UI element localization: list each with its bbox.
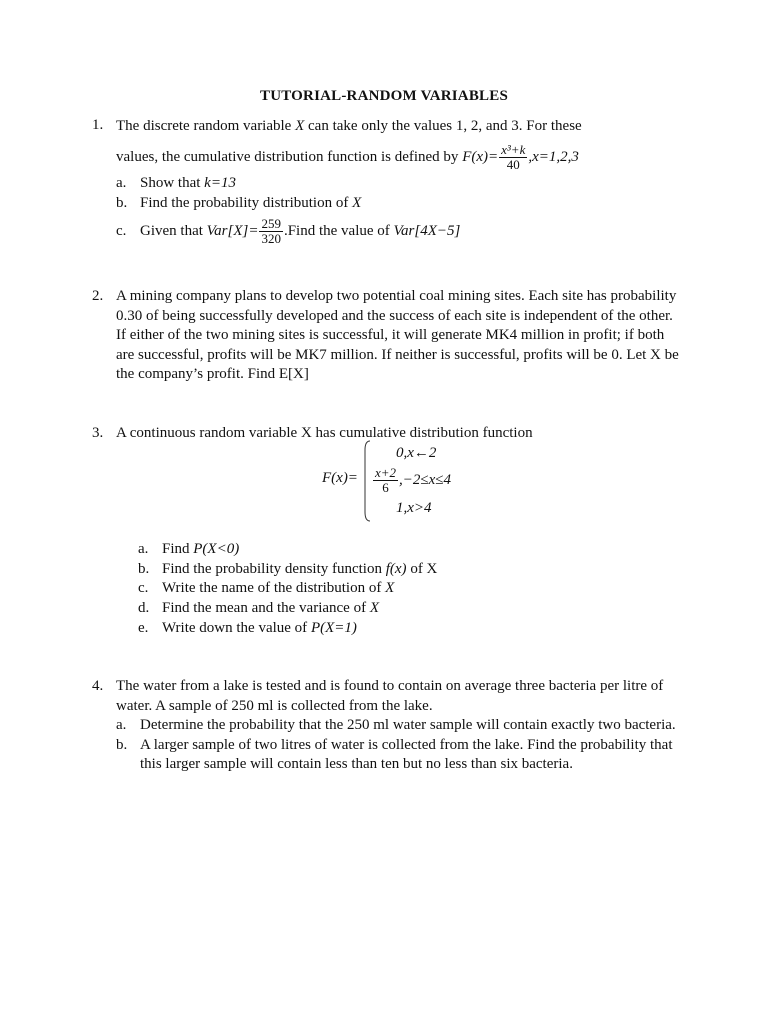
piecewise-row-2: $\frac{x+2}{6}$ ,−2≤x≤4 [375, 465, 452, 495]
list-item: c. Given that Var[X]= $\frac{259}{320}$ .Find the value of Var[4X−5] [116, 216, 461, 247]
page-title: TUTORIAL-RANDOM VARIABLES [260, 88, 508, 104]
question-number: 3. [92, 425, 104, 441]
cdf-fraction: $\frac{\text{x³+k}}{40}$ [501, 142, 526, 173]
list-item: a. Show that k=13 [116, 175, 236, 191]
question-4-text: The water from a lake is tested and is found to contain on average three bacteria per litre of water. A sample of 250 ml is collected from the lake. [116, 678, 664, 714]
question-number: 1. [92, 117, 104, 133]
document-page: TUTORIAL-RANDOM VARIABLES 1. The discrete random variable X can take only the values 1, 2, and 3. For these values, the cumulative distribution function is defined by F(x)= $\frac{\text{x³+k}}{40}$ ,x=1,2,3 a. Show that k=13 b. Find the probability distribution of X c. Given that Var[X]= $\frac{259}{320}$ .Find the value of Var[4X−5] 2. A mining company plans to develop two potential coal mining sites. Each site has probability 0.30 of being successfully developed and the success of each site is independent of the other. If either of the two mining sites is successful, it will generate MK4 million in profit; if both are successful, profits will be MK7 million. If neither is successful, profits will be 0. Let X be the company’s profit. Find E[X] 3. A continuous random variable X has cumulative distribution function F(x)= 0,x←2 $\frac{x+2}{6}$ ,−2≤x≤4 1,x>4 a. Find P(X<0) b. Find the probability density function f(x) of X c. Write the name of the distribution of X d. Find the mean and the variance of X e. Write down the value of P(X=1) 4. The water from a lake is tested and is found to contain on average three bacteria per litre of water. A sample of 250 ml is collected from the lake. a. Determine the probability that the 250 ml water sample will contain exactly two bacteria. b. A larger sample of two litres of water is collected from the lake. Find the probability that this larger sample will contain less than ten but no less than six bacteria. [0, 0, 768, 1024]
left-brace-icon [362, 440, 372, 522]
question-1-line-1: The discrete random variable X can take only the values 1, 2, and 3. For these [116, 118, 582, 134]
variance-fraction: $\frac{259}{320}$ [261, 216, 281, 247]
piecewise-row-3: 1,x>4 [396, 500, 432, 516]
question-1-line-2: values, the cumulative distribution function is defined by F(x)= $\frac{\text{x³+k}}{40}$ ,x=1,2,3 [116, 142, 579, 173]
list-item: a. Determine the probability that the 250 ml water sample will contain exactly two bacteria. [116, 717, 676, 734]
question-1 [92, 116, 682, 249]
question-2 [92, 287, 682, 385]
cdf-formula: F(x)= [462, 149, 499, 165]
list-item: d. Find the mean and the variance of X [138, 600, 380, 617]
list-item: b. A larger sample of two litres of water is collected from the lake. Find the probability that this larger sample will contain less than ten but no less than six bacteria. [116, 736, 673, 773]
list-item: b. Find the probability density function f(x) of X [138, 560, 438, 577]
list-item: c. Write the name of the distribution of X [138, 580, 395, 597]
list-item: e. Write down the value of P(X=1) [138, 619, 357, 636]
question-number: 4. [92, 678, 104, 694]
question-number: 2. [92, 288, 104, 304]
question-3-text: A continuous random variable X has cumulative distribution function [116, 425, 533, 441]
piecewise-row-1: 0,x←2 [396, 445, 437, 461]
list-item: a. Find P(X<0) [138, 541, 240, 557]
list-item: b. Find the probability distribution of X [116, 195, 362, 211]
question-3-subparts [92, 540, 682, 639]
question-4 [92, 677, 682, 775]
question-2-text: A mining company plans to develop two potential coal mining sites. Each site has probability 0.30 of being successfully developed and the success of each site is independent of the other. If either of the two mining sites is successful, it will generate MK4 million in profit; if both are successful, profits will be MK7 million. If neither is successful, profits will be 0. Let X be the company’s profit. Find E[X] [116, 288, 679, 383]
